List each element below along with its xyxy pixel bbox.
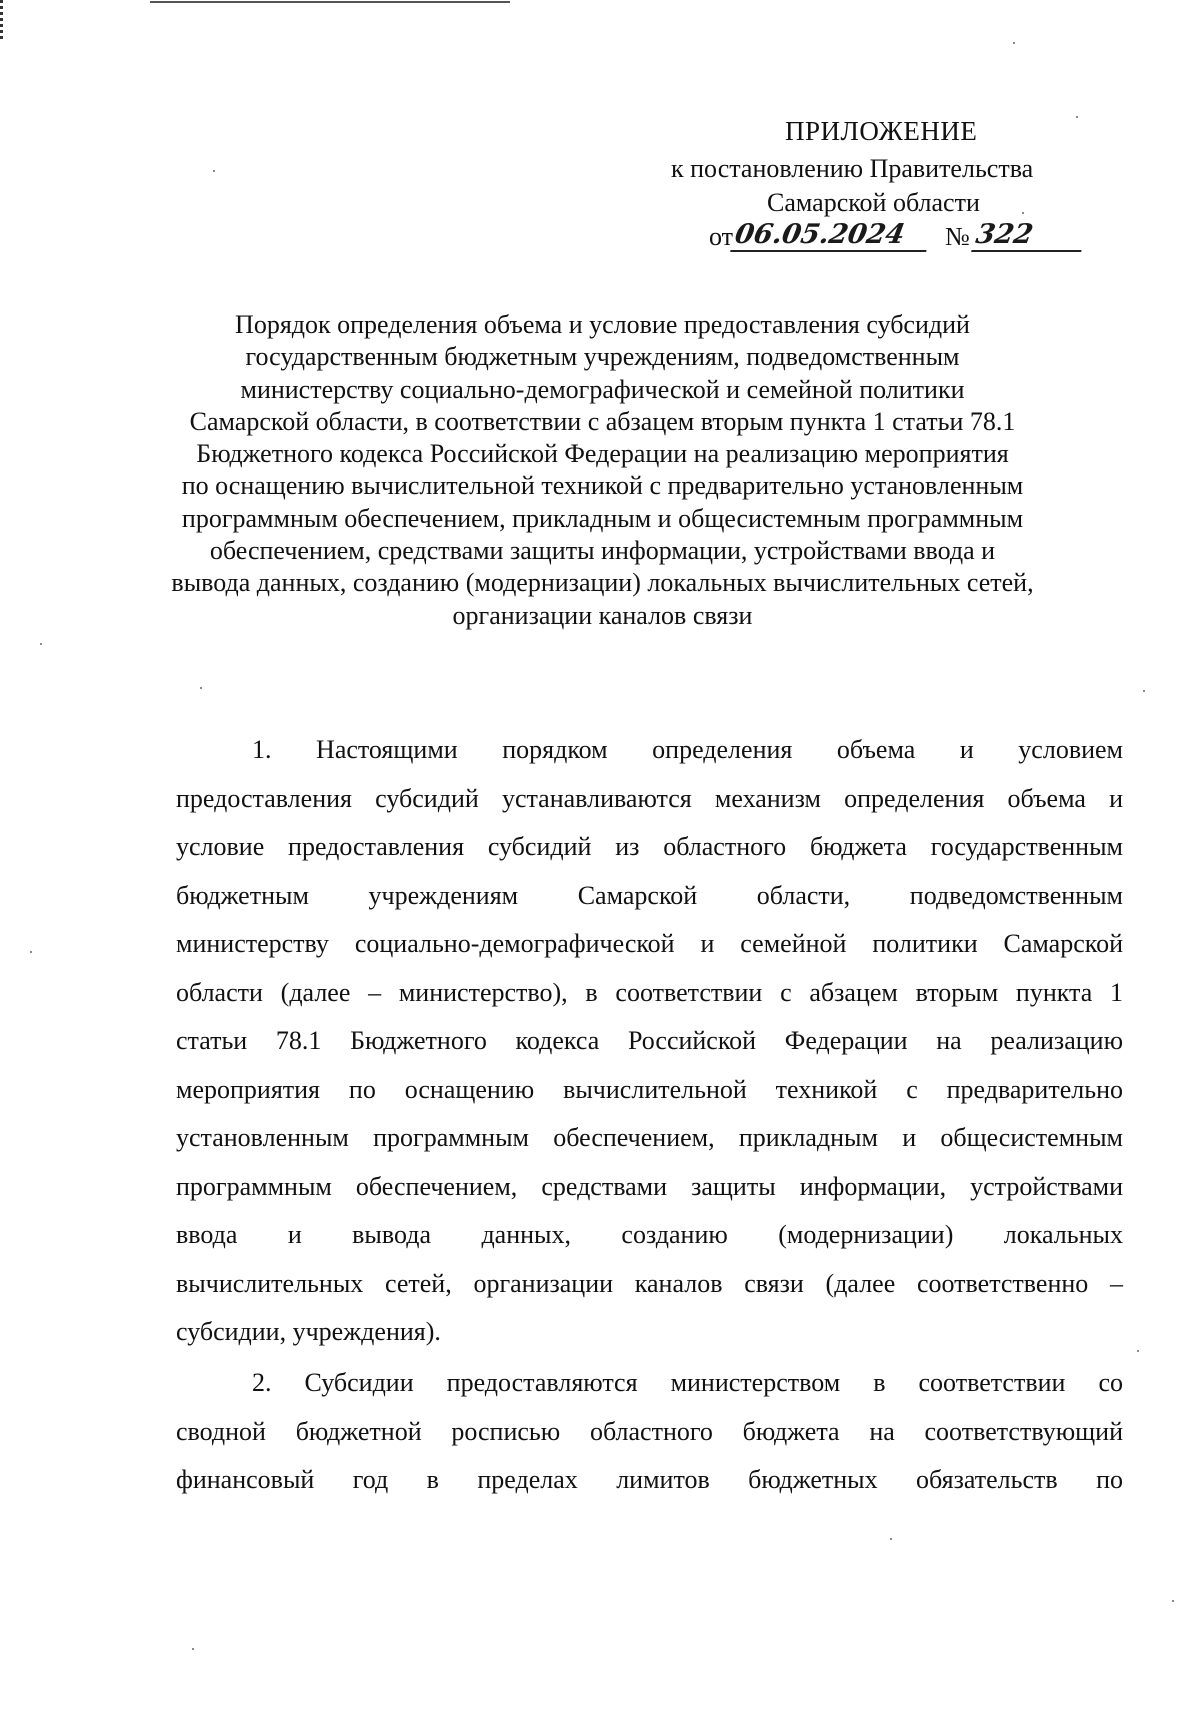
scan-speck (1022, 212, 1024, 214)
paragraph-line: вычислительных сетей, организации каналов связи (далее соответственно – (176, 1268, 1123, 1298)
paragraph-line: финансовый год в пределах лимитов бюджетных обязательств по (176, 1465, 1123, 1494)
title-line: Порядок определения объема и условие предоставления субсидий (235, 310, 970, 339)
paragraph-line: предоставления субсидий устанавливаются механизм определения объема и (176, 783, 1123, 813)
title-line: министерству социально-демографической и семейной политики (240, 374, 965, 404)
title-line: Самарской области, в соответствии с абзацем вторым пункта 1 статьи 78.1 (189, 406, 1016, 436)
paragraph-line: ввода и вывода данных, созданию (модернизации) локальных (176, 1220, 1123, 1249)
scan-speck (1143, 690, 1145, 692)
appendix-title: ПРИЛОЖЕНИЕ (785, 116, 978, 146)
handwritten-date: 06.05.2024 (730, 220, 932, 252)
paragraph-1 (176, 726, 1123, 1357)
scan-speck (1172, 1600, 1174, 1602)
title-line: вывода данных, созданию (модернизации) локальных вычислительных сетей, (171, 568, 1034, 598)
paragraph-line: установленным программным обеспечением, прикладным и общесистемным (176, 1123, 1123, 1152)
scan-speck (192, 1648, 194, 1650)
number-prefix: № (945, 222, 970, 251)
scan-speck (213, 170, 215, 172)
title-line: государственным бюджетным учреждениям, подведомственным (245, 342, 960, 372)
appendix-line-region: Самарской области (767, 188, 980, 217)
paragraph-line: 2. Субсидии предоставляются министерством в соответствии со (252, 1368, 1123, 1397)
scan-speck (30, 951, 32, 953)
scan-artifact-edge (0, 0, 3, 40)
document-title (150, 309, 1055, 632)
date-number-line (709, 220, 1084, 252)
paragraph-line: статьи 78.1 Бюджетного кодекса Российской Федерации на реализацию (176, 1026, 1123, 1055)
scan-speck (1076, 116, 1078, 118)
scan-artifact-line (150, 1, 510, 3)
date-prefix: от (709, 222, 734, 251)
title-line: Бюджетного кодекса Российской Федерации на реализацию мероприятия (196, 439, 1009, 469)
paragraph-line: программным обеспечением, средствами защиты информации, устройствами (176, 1171, 1123, 1201)
scan-speck (1137, 1350, 1139, 1352)
paragraph-line: 1. Настоящими порядком определения объема и условием (252, 735, 1123, 764)
scan-speck (40, 643, 42, 645)
paragraph-line: субсидии, учреждения). (176, 1317, 441, 1346)
paragraph-2 (176, 1359, 1123, 1505)
paragraph-line: области (далее – министерство), в соответствии с абзацем вторым пункта 1 (176, 977, 1123, 1007)
title-line: по оснащению вычислительной техникой с предварительно установленным (181, 471, 1024, 501)
paragraph-line: министерству социально-демографической и семейной политики Самарской (176, 929, 1123, 958)
handwritten-number: 322 (971, 220, 1087, 252)
paragraph-line: мероприятия по оснащению вычислительной техникой с предварительно (176, 1074, 1123, 1104)
title-line: программным обеспечением, прикладным и общесистемным программным (181, 503, 1024, 533)
paragraph-line: условие предоставления субсидий из областного бюджета государственным (176, 832, 1123, 861)
scan-speck (200, 687, 202, 689)
title-line: организации каналов связи (452, 600, 753, 630)
title-line: обеспечением, средствами защиты информации, устройствами ввода и (209, 536, 996, 566)
paragraph-line: сводной бюджетной росписью областного бюджета на соответствующий (176, 1416, 1123, 1446)
paragraph-line: бюджетным учреждениям Самарской области, подведомственным (176, 880, 1123, 910)
appendix-line-resolution: к постановлению Правительства (671, 154, 1034, 183)
scan-speck (890, 1538, 892, 1540)
scan-speck (1013, 42, 1015, 44)
